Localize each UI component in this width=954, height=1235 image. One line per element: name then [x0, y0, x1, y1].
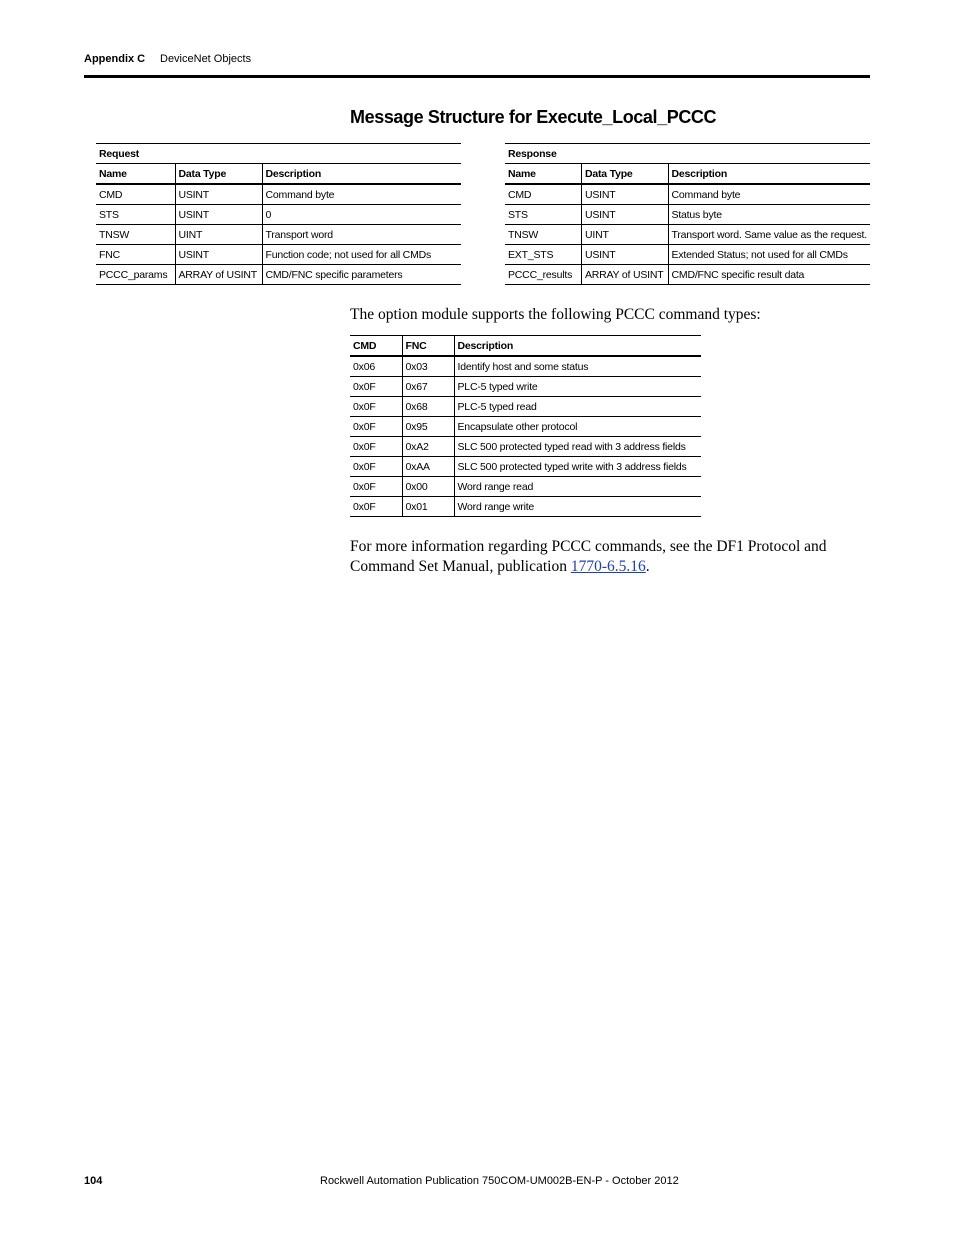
- column-header: Description: [668, 164, 870, 185]
- table-cell: Extended Status; not used for all CMDs: [668, 245, 870, 265]
- column-header: Data Type: [581, 164, 668, 185]
- request-table: [96, 143, 461, 285]
- table-cell: USINT: [581, 184, 668, 205]
- column-header: FNC: [402, 336, 454, 357]
- table-cell: PLC-5 typed write: [454, 377, 701, 397]
- table-cell: 0x0F: [350, 497, 402, 517]
- column-header: Name: [96, 164, 175, 185]
- table-row: [96, 245, 461, 265]
- table-cell: TNSW: [96, 225, 175, 245]
- column-header: Data Type: [175, 164, 262, 185]
- table-cell: 0x00: [402, 477, 454, 497]
- table-cell: 0x95: [402, 417, 454, 437]
- table-cell: 0x01: [402, 497, 454, 517]
- table-cell: USINT: [581, 205, 668, 225]
- table-cell: ARRAY of USINT: [581, 265, 668, 285]
- page-title: Message Structure for Execute_Local_PCCC: [350, 107, 717, 127]
- table-cell: 0x0F: [350, 397, 402, 417]
- table-row: [96, 225, 461, 245]
- table-row: [505, 205, 870, 225]
- table-cell: TNSW: [505, 225, 581, 245]
- table-cell: 0x0F: [350, 437, 402, 457]
- table-cell: CMD/FNC specific parameters: [262, 265, 461, 285]
- table-row: [96, 265, 461, 285]
- table-cell: STS: [505, 205, 581, 225]
- table-cell: STS: [96, 205, 175, 225]
- table-cell: USINT: [581, 245, 668, 265]
- header-section: Appendix C: [84, 53, 146, 65]
- table-row: [96, 184, 461, 205]
- table-cell: CMD: [96, 184, 175, 205]
- table-cell: ARRAY of USINT: [175, 265, 262, 285]
- table-row: [350, 477, 701, 497]
- table-cell: 0x67: [402, 377, 454, 397]
- table-row: [96, 205, 461, 225]
- more-info-paragraph: [350, 537, 870, 577]
- table-row: [350, 377, 701, 397]
- table-cell: USINT: [175, 205, 262, 225]
- table-cell: UINT: [175, 225, 262, 245]
- command-header-row: [350, 336, 701, 357]
- table-cell: 0x0F: [350, 417, 402, 437]
- table-cell: 0xA2: [402, 437, 454, 457]
- table-cell: 0x0F: [350, 377, 402, 397]
- table-cell: 0: [262, 205, 461, 225]
- column-header: CMD: [350, 336, 402, 357]
- table-row: [350, 437, 701, 457]
- table-cell: 0x03: [402, 356, 454, 377]
- header-rule: [84, 75, 870, 78]
- table-cell: CMD: [505, 184, 581, 205]
- table-cell: CMD/FNC specific result data: [668, 265, 870, 285]
- table-cell: USINT: [175, 184, 262, 205]
- table-cell: Word range write: [454, 497, 701, 517]
- table-cell: Identify host and some status: [454, 356, 701, 377]
- table-row: [505, 245, 870, 265]
- response-table: [505, 143, 870, 285]
- table-cell: PCCC_results: [505, 265, 581, 285]
- table-cell: SLC 500 protected typed read with 3 address fields: [454, 437, 701, 457]
- header-chapter: DeviceNet Objects: [160, 53, 252, 65]
- more-info-text: For more information regarding PCCC commands, see the DF1 Protocol and Command Set Manual, publication: [350, 538, 827, 575]
- table-cell: PCCC_params: [96, 265, 175, 285]
- response-header-row: [505, 164, 870, 185]
- table-cell: 0x06: [350, 356, 402, 377]
- table-cell: 0x68: [402, 397, 454, 417]
- table-cell: FNC: [96, 245, 175, 265]
- column-header: Name: [505, 164, 581, 185]
- response-caption: Response: [505, 144, 870, 164]
- request-header-row: [96, 164, 461, 185]
- command-types-table: [350, 335, 701, 517]
- table-row: [505, 184, 870, 205]
- page-number: 104: [84, 1175, 103, 1187]
- table-cell: 0x0F: [350, 457, 402, 477]
- table-row: [350, 356, 701, 377]
- table-cell: Function code; not used for all CMDs: [262, 245, 461, 265]
- table-row: [505, 265, 870, 285]
- table-cell: 0x0F: [350, 477, 402, 497]
- table-cell: 0xAA: [402, 457, 454, 477]
- table-cell: Command byte: [668, 184, 870, 205]
- publication-link[interactable]: 1770-6.5.16: [570, 558, 646, 575]
- table-row: [505, 225, 870, 245]
- table-cell: Transport word: [262, 225, 461, 245]
- table-cell: USINT: [175, 245, 262, 265]
- table-cell: Status byte: [668, 205, 870, 225]
- more-info-period: .: [645, 558, 650, 575]
- table-cell: EXT_STS: [505, 245, 581, 265]
- table-row: [350, 497, 701, 517]
- publication-footer: Rockwell Automation Publication 750COM-UM002B-EN-P - October 2012: [320, 1175, 679, 1187]
- table-cell: PLC-5 typed read: [454, 397, 701, 417]
- table-cell: SLC 500 protected typed write with 3 address fields: [454, 457, 701, 477]
- table-cell: Encapsulate other protocol: [454, 417, 701, 437]
- table-cell: Transport word. Same value as the request.: [668, 225, 870, 245]
- table-row: [350, 397, 701, 417]
- column-header: Description: [262, 164, 461, 185]
- running-header: [84, 53, 252, 65]
- table-cell: Word range read: [454, 477, 701, 497]
- table-row: [350, 457, 701, 477]
- table-cell: UINT: [581, 225, 668, 245]
- request-caption: Request: [96, 144, 461, 164]
- intro-paragraph: The option module supports the following PCCC command types:: [350, 306, 761, 323]
- table-cell: Command byte: [262, 184, 461, 205]
- column-header: Description: [454, 336, 701, 357]
- table-row: [350, 417, 701, 437]
